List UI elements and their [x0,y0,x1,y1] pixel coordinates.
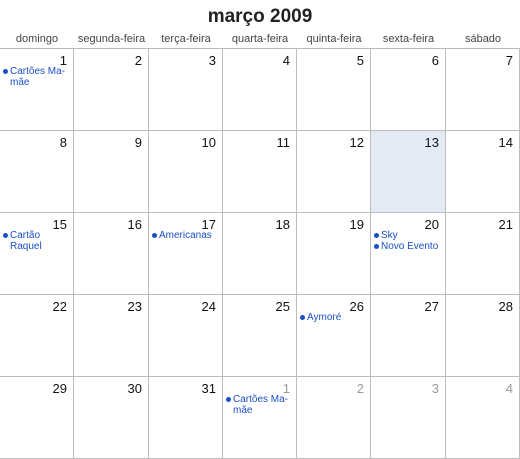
event-dot-icon [374,244,379,249]
day-cell[interactable] [149,377,223,459]
day-cell[interactable] [371,213,446,295]
day-number: 30 [127,381,142,396]
day-cell[interactable] [371,49,446,131]
month-grid [0,48,520,458]
day-cell[interactable] [223,213,297,295]
day-cell[interactable] [223,131,297,213]
day-cell[interactable] [446,49,520,131]
event-dot-icon [300,315,305,320]
day-cell[interactable] [297,131,371,213]
day-cell[interactable] [0,49,74,131]
day-number: 20 [424,217,439,232]
day-cell[interactable] [0,377,74,459]
day-number: 3 [208,53,216,68]
day-cell[interactable] [297,213,371,295]
event-list [374,230,443,252]
calendar-event[interactable] [3,66,71,88]
day-number: 9 [134,135,142,150]
day-cell[interactable] [149,213,223,295]
day-cell[interactable] [446,377,520,459]
day-cell[interactable] [149,131,223,213]
event-list [226,394,294,416]
day-number: 16 [127,217,142,232]
day-number: 1 [282,381,290,396]
event-list [3,66,71,88]
day-cell[interactable] [223,377,297,459]
day-number: 6 [431,53,439,68]
day-cell[interactable] [149,49,223,131]
day-cell[interactable] [446,295,520,377]
day-number: 2 [134,53,142,68]
day-number: 26 [349,299,364,314]
day-number: 4 [505,381,513,396]
day-cell[interactable] [371,295,446,377]
day-cell[interactable] [371,377,446,459]
weekday-label: terça-feira [161,33,211,45]
event-title: Sky [381,230,398,241]
day-number: 23 [127,299,142,314]
day-number: 22 [52,299,67,314]
calendar-event[interactable] [374,230,443,241]
calendar-event[interactable] [3,230,71,252]
day-number: 19 [349,217,364,232]
day-number: 15 [52,217,67,232]
event-title: Americanas [159,230,212,241]
weekday-label: sábado [464,33,502,45]
day-number: 18 [275,217,290,232]
day-number: 29 [52,381,67,396]
event-dot-icon [374,233,379,238]
day-number: 10 [201,135,216,150]
day-number: 14 [498,135,513,150]
event-title: Cartão Raquel [10,230,42,252]
event-title: Novo Evento [381,241,439,252]
event-dot-icon [3,233,8,238]
day-cell[interactable] [297,295,371,377]
event-list [300,312,368,323]
day-cell[interactable] [74,131,149,213]
event-dot-icon [3,69,8,74]
day-cell[interactable] [223,49,297,131]
calendar-event[interactable] [226,394,294,416]
day-cell[interactable] [74,377,149,459]
event-title: Cartões Ma-mãe [10,66,66,88]
weekday-label: segunda-feira [77,33,146,45]
day-number: 5 [356,53,364,68]
day-number: 27 [424,299,439,314]
day-cell[interactable] [74,213,149,295]
day-number: 13 [424,135,439,150]
event-dot-icon [152,233,157,238]
weekday-label: domingo [15,33,59,45]
weekday-label: quarta-feira [231,33,289,45]
weekday-label: quinta-feira [306,33,362,45]
day-cell[interactable] [297,377,371,459]
day-number: 25 [275,299,290,314]
day-cell[interactable] [446,213,520,295]
event-list [3,230,71,252]
day-cell[interactable] [297,49,371,131]
event-title: Aymoré [307,312,342,323]
day-cell[interactable] [74,295,149,377]
day-number: 11 [276,135,290,150]
day-number: 24 [201,299,216,314]
day-cell[interactable] [74,49,149,131]
day-number: 31 [201,381,216,396]
weekday-header [0,33,520,48]
calendar-event[interactable] [300,312,368,323]
day-number: 1 [59,53,67,68]
event-list [152,230,220,241]
day-number: 28 [498,299,513,314]
day-cell[interactable] [0,131,74,213]
calendar-event[interactable] [152,230,220,241]
calendar-event[interactable] [374,241,443,252]
day-cell[interactable] [223,295,297,377]
weekday-label: sexta-feira [382,33,435,45]
day-cell-today[interactable] [371,131,446,213]
day-number: 2 [356,381,364,396]
day-number: 8 [59,135,67,150]
day-cell[interactable] [446,131,520,213]
day-number: 4 [282,53,290,68]
day-number: 17 [201,217,216,232]
day-number: 21 [498,217,513,232]
day-cell[interactable] [0,295,74,377]
day-cell[interactable] [0,213,74,295]
day-number: 12 [349,135,364,150]
month-title: março 2009 [207,6,313,27]
day-number: 3 [431,381,439,396]
event-dot-icon [226,397,231,402]
event-title: Cartões Ma-mãe [233,394,289,416]
day-cell[interactable] [149,295,223,377]
day-number: 7 [505,53,513,68]
